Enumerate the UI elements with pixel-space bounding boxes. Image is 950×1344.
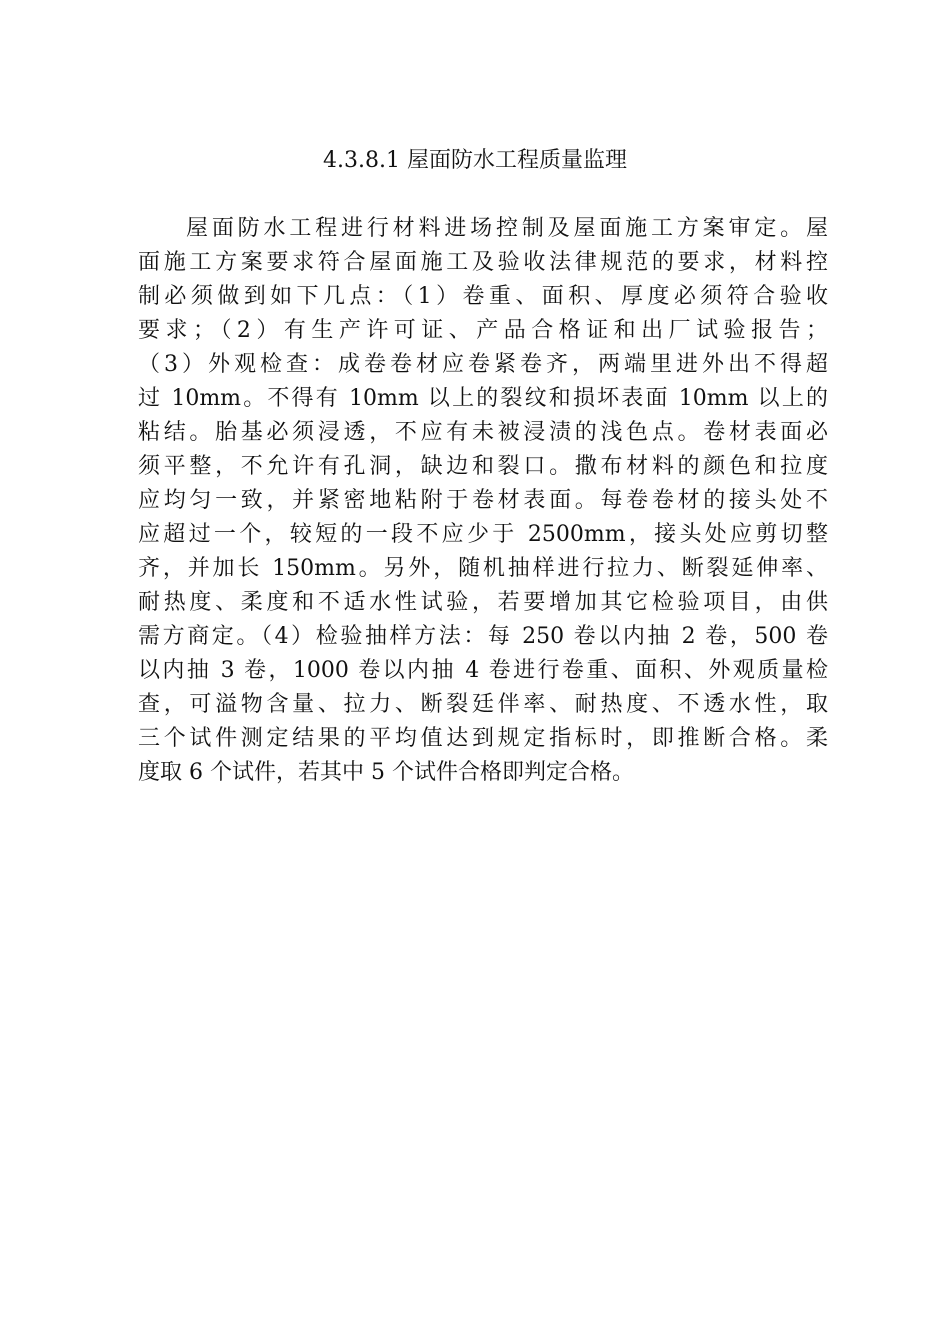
paragraph-line: 须平整，不允许有孔洞，缺边和裂口。撒布材料的颜色和拉度 [138, 454, 828, 479]
paragraph-line: 应超过一个，较短的一段不应少于 2500mm，接头处应剪切整 [138, 522, 828, 547]
paragraph-line: （3）外观检查：成卷卷材应卷紧卷齐，两端里进外出不得超 [138, 352, 828, 377]
paragraph-line: 要求；（2）有生产许可证、产品合格证和出厂试验报告； [138, 318, 828, 343]
paragraph-line: 齐，并加长 150mm。另外，随机抽样进行拉力、断裂延伸率、 [138, 556, 828, 581]
paragraph-line: 屋面防水工程进行材料进场控制及屋面施工方案审定。屋 [186, 216, 828, 241]
paragraph-line: 应均匀一致，并紧密地粘附于卷材表面。每卷卷材的接头处不 [138, 488, 828, 513]
paragraph-line: 需方商定。（4）检验抽样方法：每 250 卷以内抽 2 卷，500 卷 [138, 624, 828, 649]
paragraph-line: 粘结。胎基必须浸透，不应有未被浸渍的浅色点。卷材表面必 [138, 420, 828, 445]
paragraph-line: 查，可溢物含量、拉力、断裂廷伴率、耐热度、不透水性，取 [138, 692, 828, 717]
paragraph-line: 度取 6 个试件，若其中 5 个试件合格即判定合格。 [138, 760, 634, 785]
paragraph-line: 制必须做到如下几点：（1）卷重、面积、厚度必须符合验收 [138, 284, 828, 309]
body-paragraph [138, 212, 828, 790]
paragraph-line: 以内抽 3 卷，1000 卷以内抽 4 卷进行卷重、面积、外观质量检 [138, 658, 828, 683]
section-heading: 4.3.8.1 屋面防水工程质量监理 [323, 148, 627, 173]
paragraph-line: 三个试件测定结果的平均值达到规定指标时，即推断合格。柔 [138, 726, 828, 751]
paragraph-line: 过 10mm。不得有 10mm 以上的裂纹和损坏表面 10mm 以上的 [138, 386, 828, 411]
paragraph-line: 面施工方案要求符合屋面施工及验收法律规范的要求，材料控 [138, 250, 828, 275]
paragraph-line: 耐热度、柔度和不适水性试验，若要增加其它检验项目，由供 [138, 590, 828, 615]
